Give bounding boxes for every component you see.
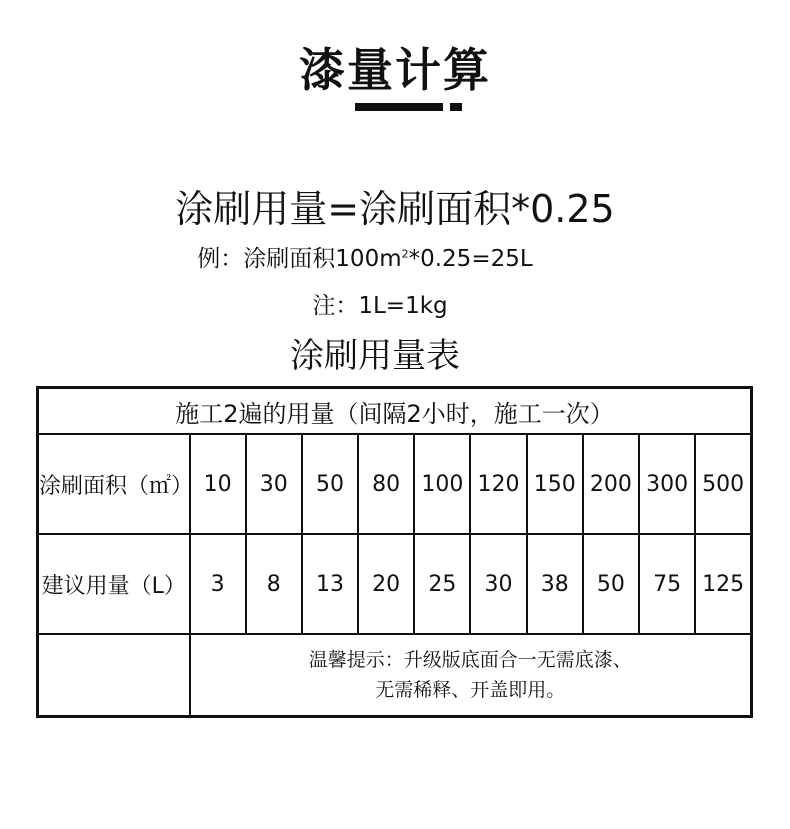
usage-cell: 75: [639, 534, 695, 634]
title-underline-dot: [450, 103, 462, 111]
area-cell: 150: [527, 434, 583, 534]
usage-cell: 8: [246, 534, 302, 634]
title-underline: [355, 103, 443, 111]
usage-cell: 125: [695, 534, 751, 634]
example-text: [0, 240, 730, 273]
area-cell: 120: [470, 434, 526, 534]
area-cell: 500: [695, 434, 751, 534]
usage-cell: 20: [358, 534, 414, 634]
usage-cell: 3: [190, 534, 246, 634]
table-title: 涂刷用量表: [290, 336, 460, 376]
tip-cell: [190, 634, 752, 717]
usage-label: 建议用量（L）: [38, 534, 190, 634]
area-cell: 80: [358, 434, 414, 534]
example-unit: m: [379, 246, 402, 272]
usage-cell: 38: [527, 534, 583, 634]
tip-line-1: 温馨提示：升级版底面合一无需底漆、: [308, 649, 632, 671]
note-text: 注：1L=1kg: [312, 293, 448, 319]
example-unit-sup: 2: [401, 247, 409, 261]
example-prefix: 例：涂刷面积100: [197, 246, 380, 272]
usage-row: [38, 534, 752, 634]
area-cell: 300: [639, 434, 695, 534]
area-cell: 30: [246, 434, 302, 534]
tip-empty-cell: [38, 634, 190, 717]
tip-line-2: 无需稀释、开盖即用。: [375, 679, 566, 701]
usage-cell: 30: [470, 534, 526, 634]
usage-cell: 13: [302, 534, 358, 634]
page-title: 漆量计算: [299, 43, 491, 97]
tip-row: [38, 634, 752, 717]
usage-table: [36, 386, 753, 718]
table-header: 施工2遍的用量（间隔2小时，施工一次）: [38, 388, 752, 435]
area-cell: 200: [583, 434, 639, 534]
formula-text: 涂刷用量=涂刷面积*0.25: [175, 187, 615, 231]
area-cell: 50: [302, 434, 358, 534]
area-row: [38, 434, 752, 534]
table-header-row: [38, 388, 752, 435]
area-cell: 100: [414, 434, 470, 534]
area-label: 涂刷面积（㎡）: [38, 434, 190, 534]
area-cell: 10: [190, 434, 246, 534]
usage-cell: 50: [583, 534, 639, 634]
usage-cell: 25: [414, 534, 470, 634]
example-suffix: *0.25=25L: [408, 246, 533, 272]
